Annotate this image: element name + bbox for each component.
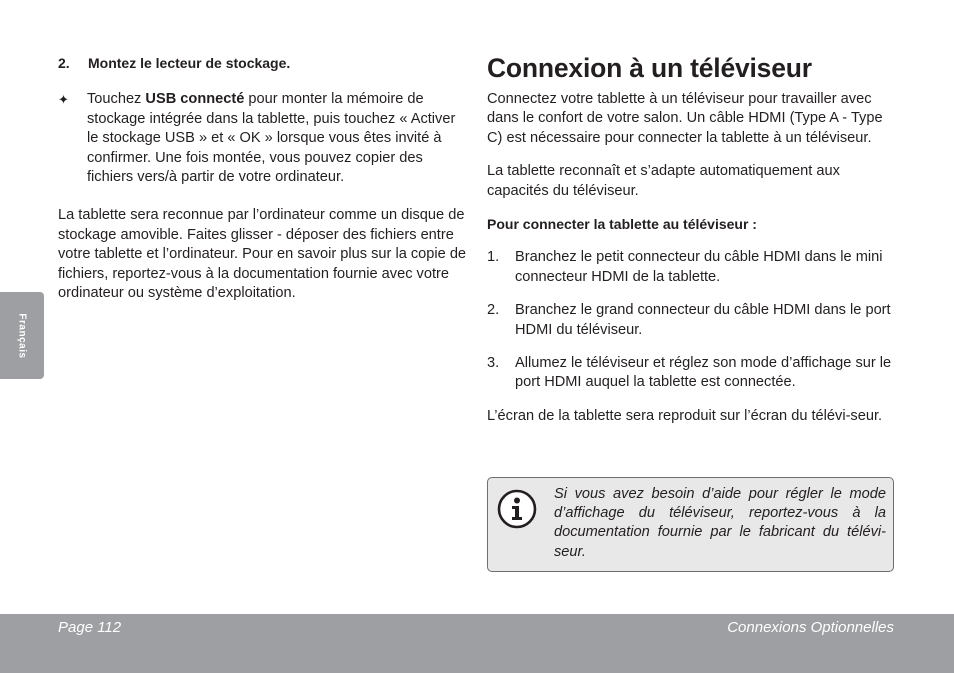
list-item bbox=[487, 301, 897, 340]
adapt-paragraph: La tablette reconnaît et s’adapte automatiquement aux capacités du téléviseur. bbox=[487, 163, 840, 199]
language-label: Français bbox=[16, 312, 28, 359]
howto-heading: Pour connecter la tablette au téléviseur : bbox=[487, 216, 757, 233]
four-point-star-icon: ✦ bbox=[58, 92, 69, 108]
list-item bbox=[487, 248, 897, 287]
step-heading bbox=[58, 54, 470, 73]
step-text: Branchez le grand connecteur du câble HDMI dans le port HDMI du téléviseur. bbox=[515, 302, 891, 338]
right-column bbox=[487, 52, 897, 426]
bullet-text-pre: Touchez bbox=[87, 91, 146, 108]
footer-bar bbox=[0, 614, 954, 673]
bullet-text bbox=[87, 90, 470, 187]
page-number: Page 112 bbox=[58, 619, 122, 636]
bullet-text-post: pour monter la mémoire de stockage intégrée dans la tablette, puis touchez « Activer le stockage USB » et « OK » lorsque vous êtes invité à confirmer. Une fois montée, vous pouvez copier des fichiers vers/à partir de votre ordinateur. bbox=[87, 91, 456, 186]
info-note-box bbox=[487, 477, 894, 572]
intro-paragraph: Connectez votre tablette à un téléviseur pour travailler avec dans le confort de votre salon. Un câble HDMI (Type A - Type C) est nécessaire pour connecter la tablette à un téléviseur. bbox=[487, 91, 883, 146]
usb-connected-label: USB connecté bbox=[145, 91, 245, 108]
step-title: Montez le lecteur de stockage. bbox=[88, 55, 291, 71]
mirror-paragraph: L’écran de la tablette sera reproduit sur l’écran du télévi-seur. bbox=[487, 407, 883, 424]
step-num: 3. bbox=[487, 355, 500, 372]
info-icon bbox=[497, 489, 537, 529]
list-item bbox=[487, 354, 897, 393]
step-num: 1. bbox=[487, 249, 500, 266]
section-name: Connexions Optionnelles bbox=[727, 619, 894, 636]
step-number: 2. bbox=[58, 55, 70, 71]
left-column bbox=[58, 54, 470, 303]
section-heading: Connexion à un téléviseur bbox=[487, 53, 812, 83]
note-text: Si vous avez besoin d’aide pour régler le mode d’affichage du téléviseur, reportez-vous à la documentation fournie par le fabricant du télévi-seur. bbox=[554, 486, 886, 560]
bullet-item bbox=[58, 90, 470, 187]
step-text: Branchez le petit connecteur du câble HDMI dans le mini connecteur HDMI de la tablette. bbox=[515, 249, 883, 285]
step-num: 2. bbox=[487, 302, 500, 319]
steps-list bbox=[487, 248, 897, 392]
step-text: Allumez le téléviseur et réglez son mode d’affichage sur le port HDMI auquel la tablette est connectée. bbox=[515, 355, 892, 391]
language-tab bbox=[0, 292, 44, 379]
removable-disk-paragraph: La tablette sera reconnue par l’ordinateur comme un disque de stockage amovible. Faites glisser - déposer des fichiers entre votre tablette et l’ordinateur. Pour en savoir plus sur la copie de fichiers, reportez-vous à la documentation fournie avec votre ordinateur ou système d’exploitation. bbox=[58, 207, 467, 302]
